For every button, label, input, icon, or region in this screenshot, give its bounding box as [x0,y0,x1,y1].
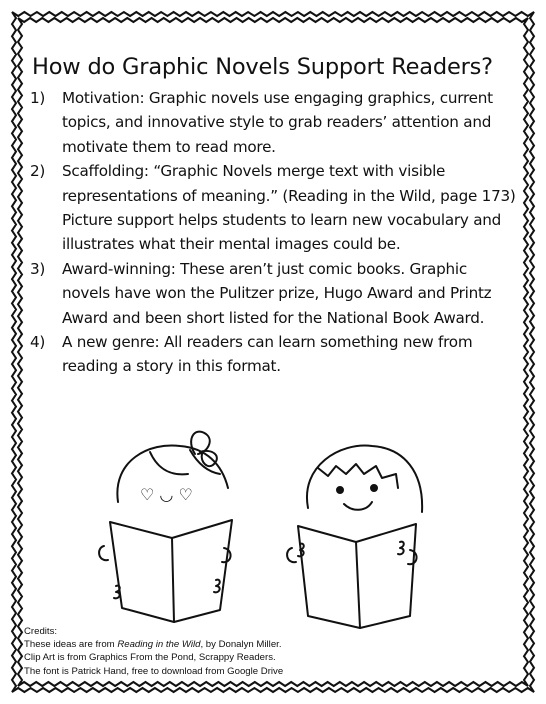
item-text: Motivation: Graphic novels use engaging graphics, current topics, and innovative style to grab readers’ attention and motivate them to read more. [62,89,493,156]
list-item [30,159,518,257]
reasons-list [30,86,518,379]
list-item [30,257,518,330]
reader-clipart [0,430,546,630]
girl-reader-icon [99,432,232,622]
credits-line-2: Clip Art is from Graphics From the Pond, Scrappy Readers. [24,652,276,664]
item-text: Scaffolding: “Graphic Novels merge text with visible representations of meaning.” (Reading in the Wild, page 173) Picture support helps students to learn new vocabulary and illustrates what their mental images could be. [62,162,516,254]
list-item [30,86,518,159]
item-text: Award-winning: These aren’t just comic books. Graphic novels have won the Pulitzer prize, Hugo Award and Printz Award and been short listed for the National Book Award. [62,259,492,327]
item-number: 1) [30,89,46,107]
boy-reader-icon [287,446,422,628]
item-number: 2) [30,162,46,181]
item-text: A new genre: All readers can learn something new from reading a story in this format. [62,333,473,376]
main-content [30,54,518,379]
credits-line-3: The font is Patrick Hand, free to download from Google Drive [24,665,284,677]
list-item [30,330,518,379]
credits [24,625,344,678]
item-number: 3) [30,259,46,278]
page-title: How do Graphic Novels Support Readers? [32,54,493,80]
svg-text:♡ ◡ ♡: ♡ ◡ ♡ [140,485,193,504]
item-number: 4) [30,333,46,352]
credits-line-1: These ideas are from Reading in the Wild, by Donalyn Miller. [24,639,282,651]
credits-heading: Credits: [24,626,58,637]
book-title: Reading in the Wild [117,639,201,651]
